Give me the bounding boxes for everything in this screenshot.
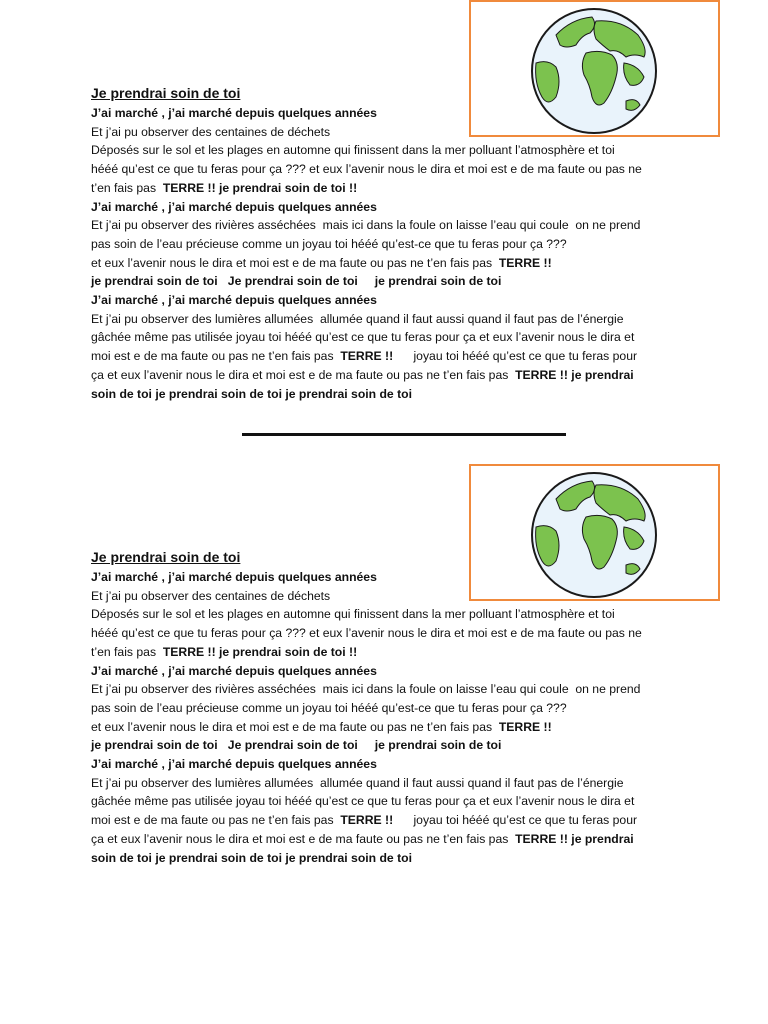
poem-line [91,755,691,774]
poem-line [91,198,691,217]
poem-line [91,123,691,142]
poem-line-bold-text: TERRE !! je prendrai soin de toi !! [162,644,358,659]
poem-line [91,291,691,310]
poem-line-text: Et j’ai pu observer des rivières asséchées mais ici dans la foule on laisse l’eau qui coule on ne prend [91,682,641,697]
poem-line [91,774,691,793]
poem-line [91,830,691,849]
poem-line [91,328,691,347]
poem-body [91,104,691,403]
poem-line-text: Et j’ai pu observer des centaines de déchets [91,588,331,603]
poem-line-text: pas soin de l’eau précieuse comme un joyau toi hééé qu’est-ce que tu feras pour ça ??? [91,700,567,715]
poem-line-bold-text: TERRE !! [498,255,552,270]
poem-line [91,141,691,160]
poem-line-text: moi est e de ma faute ou pas ne t’en fais pas [91,813,341,828]
poem-line [91,272,691,291]
poem-line-bold-text: J’ai marché , j’ai marché depuis quelques années [91,757,377,772]
poem-line-text: Et j’ai pu observer des lumières allumées allumée quand il faut aussi quand il faut pas de l’énergie [91,311,624,326]
poem-line-bold-text: TERRE !! [340,813,394,828]
poem-line-bold-text: TERRE !! je prendrai [515,367,634,382]
poem-body [91,568,691,867]
poem-line-bold-text: soin de toi je prendrai soin de toi je prendrai soin de toi [91,386,412,401]
poem-line-bold-text: je prendrai soin de toi Je prendrai soin de toi je prendrai soin de toi [91,274,502,289]
poem-line [91,347,691,366]
poem-line-text: joyau toi hééé qu’est ce que tu feras pour [393,813,638,828]
poem-line-bold-text: J’ai marché , j’ai marché depuis quelques années [91,106,377,120]
poem-line [91,811,691,830]
poem-line-bold-text: J’ai marché , j’ai marché depuis quelques années [91,199,377,214]
poem-line [91,385,691,404]
poem-line-bold-text: J’ai marché , j’ai marché depuis quelques années [91,663,377,678]
poem-line [91,568,691,587]
section-divider [242,433,566,436]
poem-line [91,680,691,699]
poem-line-text: Déposés sur le sol et les plages en automne qui finissent dans la mer polluant l’atmosphère et toi [91,143,615,158]
poem-line-bold-text: TERRE !! je prendrai soin de toi !! [162,180,358,195]
poem-line-text: Et j’ai pu observer des centaines de déchets [91,124,331,139]
poem-section-2 [91,549,691,867]
poem-line [91,254,691,273]
poem-line [91,104,691,123]
poem-line [91,216,691,235]
poem-line [91,662,691,681]
poem-line-bold-text: je prendrai soin de toi Je prendrai soin de toi je prendrai soin de toi [91,738,502,753]
poem-line-text: Déposés sur le sol et les plages en automne qui finissent dans la mer polluant l’atmosphère et toi [91,607,615,622]
poem-line-bold-text: TERRE !! je prendrai [515,831,634,846]
poem-line [91,699,691,718]
poem-line [91,849,691,868]
poem-line [91,179,691,198]
poem-line-text: hééé qu’est ce que tu feras pour ça ??? et eux l’avenir nous le dira et moi est e de ma faute ou pas ne [91,162,642,177]
poem-line [91,643,691,662]
poem-line-text: t’en fais pas [91,644,163,659]
poem-line-bold-text: TERRE !! [498,719,552,734]
poem-line-text: joyau toi hééé qu’est ce que tu feras pour [393,349,638,364]
poem-line [91,587,691,606]
poem-line [91,605,691,624]
poem-title: Je prendrai soin de toi [91,549,241,565]
poem-line [91,160,691,179]
poem-line-text: et eux l’avenir nous le dira et moi est e de ma faute ou pas ne t’en fais pas [91,719,499,734]
poem-line-text: pas soin de l’eau précieuse comme un joyau toi hééé qu’est-ce que tu feras pour ça ??? [91,236,567,251]
poem-line [91,792,691,811]
poem-line-bold-text: TERRE !! [340,349,394,364]
poem-line [91,235,691,254]
poem-line-text: t’en fais pas [91,180,163,195]
poem-line-text: Et j’ai pu observer des rivières asséchées mais ici dans la foule on laisse l’eau qui coule on ne prend [91,218,641,233]
poem-line [91,310,691,329]
poem-line [91,718,691,737]
poem-line-bold-text: J’ai marché , j’ai marché depuis quelques années [91,293,377,308]
poem-line [91,366,691,385]
poem-line-text: Et j’ai pu observer des lumières allumées allumée quand il faut aussi quand il faut pas de l’énergie [91,775,624,790]
poem-line [91,624,691,643]
poem-line-text: gâchée même pas utilisée joyau toi hééé qu’est ce que tu feras pour ça et eux l’avenir nous le dira et [91,330,635,345]
poem-line-text: hééé qu’est ce que tu feras pour ça ??? et eux l’avenir nous le dira et moi est e de ma faute ou pas ne [91,626,642,641]
poem-line-text: gâchée même pas utilisée joyau toi hééé qu’est ce que tu feras pour ça et eux l’avenir nous le dira et [91,794,635,809]
poem-line-text: et eux l’avenir nous le dira et moi est e de ma faute ou pas ne t’en fais pas [91,255,499,270]
poem-line-text: ça et eux l’avenir nous le dira et moi est e de ma faute ou pas ne t’en fais pas [91,367,516,382]
poem-section-1 [91,85,691,403]
poem-line-bold-text: J’ai marché , j’ai marché depuis quelques années [91,570,377,584]
poem-line [91,736,691,755]
poem-line-text: ça et eux l’avenir nous le dira et moi est e de ma faute ou pas ne t’en fais pas [91,831,516,846]
poem-line-bold-text: soin de toi je prendrai soin de toi je prendrai soin de toi [91,850,412,865]
poem-line-text: moi est e de ma faute ou pas ne t’en fais pas [91,349,341,364]
poem-title: Je prendrai soin de toi [91,85,241,101]
